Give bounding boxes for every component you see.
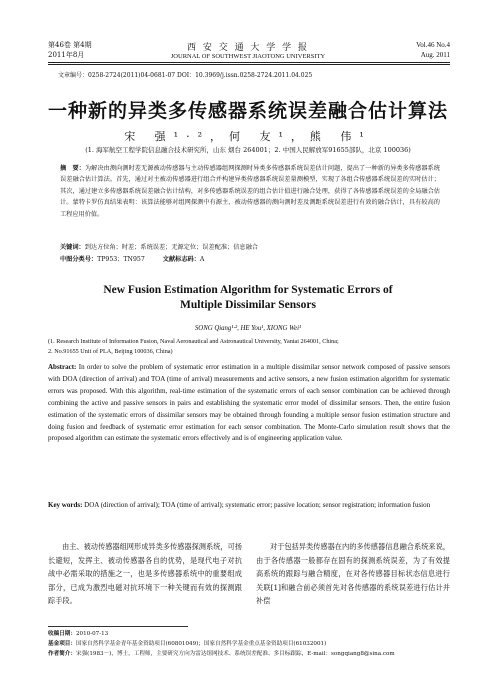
article-meta: 文章编号：0258-2724(2011)04-0681-07 DOI：10.3969/j.issn.0258-2724.2011.04.025	[58, 72, 313, 79]
keywords-en-text: DOA (direction of arrival); TOA (time of arrival); systematic error; passive location; sensor registration; information fusion	[84, 501, 431, 509]
author-bio-label: 作者简介：	[48, 651, 76, 657]
fund-label: 基金项目：	[48, 641, 76, 647]
title-en-line-1: New Fusion Estimation Algorithm for Systematic Errors of	[103, 284, 393, 296]
abstract-en-text: In order to solve the problem of systematic error estimation in a multiple dissimilar sensor network composed of passive sensors with DOA (direction of arrival) and TOA (time of arrival) measurements and active sensors, a new fusion estimation algorithm for systematic errors was proposed. With this algorithm, real-time estimation of the systematic errors of each sensor combination can be achieved through combining the active and passive sensors in pairs and establishing the systematic error model of dissimilar sensors. Then, the entire fusion estimation of the systematic errors of dissimilar sensors may be obtained through founding a multiple sensor fusion estimation structure and doing fusion and feedback of systematic error estimation for each sensor combination. The Monte-Carlo simulation result shows that the proposed algorithm can estimate the systematic errors effectively and is of engineering application value.	[48, 363, 451, 443]
doc-code-text: A	[199, 256, 205, 263]
journal-title-cn: 西 安 交 通 大 学 学 报	[186, 43, 310, 53]
footnote-received	[48, 630, 450, 639]
volume-issue-cn: 第46卷 第4期	[48, 41, 92, 49]
body-column-left: 由主、被动传感器组网形成异类多传感器探测系统，可扬长避短，发挥主、被动传感器各自的优势，是现代电子对抗战中必需采取的措施之一，也是多传感器系统中的重要组成部分，已成为激烈电磁对抗环境下一种关键而有效的探测跟踪手段。	[48, 542, 242, 606]
author-bio-text: 宋强(1983－)，博士，工程师，主要研究方向为雷达组网技术、系统误差配准、多目标跟踪，E-mail：songqiang8@sina.com	[75, 651, 395, 657]
abstract-en	[48, 362, 450, 445]
date-en: Aug. 2011	[420, 51, 450, 59]
keywords-cn-label: 关键词：	[60, 244, 85, 251]
authors-en: SONG Qiang¹·², HE You¹, XIONG Wei¹	[194, 325, 302, 332]
date-cn: 2011年8月	[48, 51, 85, 59]
footnote-author	[48, 650, 450, 659]
clc-label: 中图分类号：	[60, 256, 98, 263]
received-label: 收稿日期：	[48, 631, 76, 637]
body-column-right: 对于包括异类传感器在内的多传感器信息融合系统来说，由于各传感器一般都存在固有的探测系统误差，为了有效提高系统的跟踪与融合精度，在对各传感器目标状态信息进行关联[1]和融合前必须首先对各传感器的系统误差进行估计并补偿	[256, 542, 450, 606]
classification-cn	[60, 254, 440, 265]
abstract-cn-label: 摘 要：	[60, 165, 85, 172]
header-rule-2	[48, 64, 450, 65]
abstract-cn	[60, 163, 440, 220]
title-en-line-2: Multiple Dissimilar Sensors	[180, 299, 316, 311]
header-rule	[48, 62, 450, 63]
clc-text: TP953；TN957	[97, 256, 145, 263]
title-cn: 一种新的异类多传感器系统误差融合估计算法	[47, 100, 448, 122]
footnote-fund	[48, 640, 450, 649]
received-date: 2010-07-13	[75, 631, 109, 637]
affiliation-en-2: 2. No.91655 Unit of PLA, Beijing 100036, China)	[48, 348, 173, 355]
keywords-cn	[60, 242, 440, 253]
authors-cn: 宋 强¹·²，何 友¹，熊 伟¹	[124, 130, 372, 143]
affiliation-cn: (1. 海军航空工程学院信息融合技术研究所，山东 烟台 264001；2. 中国人民解放军91655部队，北京 100036)	[85, 146, 411, 154]
keywords-cn-text: 到达方位角；时差；系统误差；无源定位；误差配准；信息融合	[84, 244, 258, 251]
abstract-cn-text: 为解决由测向测时差无源被动传感器与主动传感器组网探测时异类多传感器系统误差估计问题，提出了一种新的异类多传感器系统误差融合估计算法。首先，通过对主被动传感器进行组合并构建异类传感器系统误差量测模型，实现了各组合传感器系统误差的实时估计；其次，通过建立多传感器系统误差融合估计结构，对多传感器系统误差的组合估计值进行融合处理，获得了各传感器系统误差的全局融合估计。蒙特卡罗仿真结果表明：该算法能够对组网探测中有源主、被动传感器的测向测时差及测距系统误差进行有效的融合估计，具有较高的工程应用价值。	[60, 165, 440, 218]
doc-code-label: 文献标志码：	[162, 256, 200, 263]
footnote-rule	[48, 626, 188, 627]
volume-issue-en: Vol.46 No.4	[416, 41, 450, 49]
journal-title-en: JOURNAL OF SOUTHWEST JIAOTONG UNIVERSITY	[170, 53, 326, 60]
keywords-en	[48, 500, 450, 512]
keywords-en-label: Key words:	[48, 501, 83, 509]
affiliation-en-1: (1. Research Institute of Information Fusion, Naval Aeronautical and Astronautical University, Yantai 264001, China;	[48, 338, 339, 345]
fund-text: 国家自然科学基金青年基金资助项目(60801049)；国家自然科学基金重点基金资助项目(61032001)	[75, 641, 327, 647]
abstract-en-label: Abstract:	[48, 363, 77, 371]
